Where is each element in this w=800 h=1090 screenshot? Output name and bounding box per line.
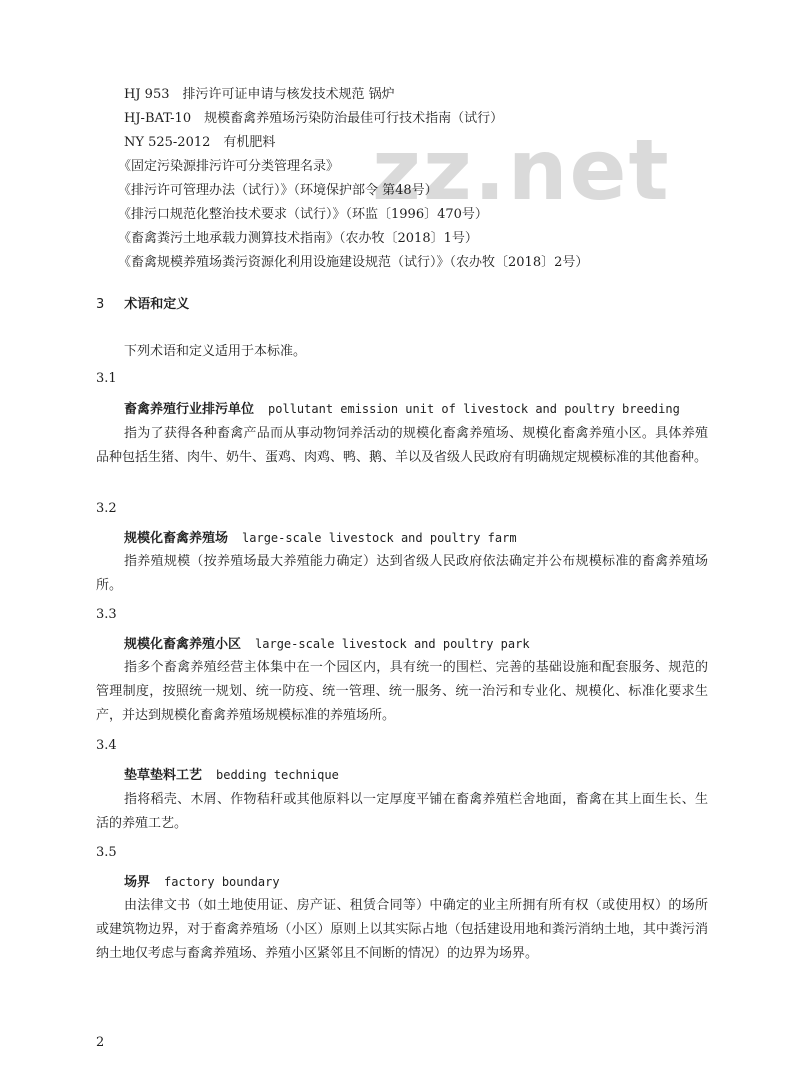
reference-item: 《固定污染源排污许可分类管理名录》: [118, 159, 340, 174]
term-chinese: 规模化畜禽养殖小区: [124, 637, 242, 652]
term-number: 3.1: [96, 371, 117, 386]
reference-item: 《畜禽规模养殖场粪污资源化利用设施建设规范（试行）》（农办牧〔2018〕2号）: [118, 255, 589, 270]
section-intro: 下列术语和定义适用于本标准。: [124, 344, 307, 359]
term-english: bedding technique: [216, 768, 339, 782]
page-number: 2: [96, 1035, 105, 1050]
term-number: 3.5: [96, 845, 117, 860]
term-english: factory boundary: [164, 875, 280, 889]
term-heading: [124, 400, 680, 419]
term-number: 3.2: [96, 501, 117, 516]
reference-item: HJ-BAT-10 规模畜禽养殖场污染防治最佳可行技术指南（试行）: [124, 111, 504, 126]
term-chinese: 规模化畜禽养殖场: [124, 531, 229, 546]
term-heading: [124, 766, 339, 785]
reference-item: NY 525-2012 有机肥料: [124, 135, 276, 150]
term-english: pollutant emission unit of livestock and poultry breeding: [268, 402, 680, 416]
term-definition: 指将稻壳、木屑、作物秸秆或其他原料以一定厚度平铺在畜禽养殖栏舍地面，畜禽在其上面生长、生活的养殖工艺。: [96, 792, 708, 831]
term-number: 3.4: [96, 738, 117, 753]
term-heading: [124, 529, 517, 548]
term-english: large-scale livestock and poultry park: [255, 637, 530, 651]
reference-item: HJ 953 排污许可证申请与核发技术规范 锅炉: [124, 87, 395, 102]
reference-item: 《畜禽粪污土地承载力测算技术指南》（农办牧〔2018〕1号）: [118, 231, 478, 246]
term-heading: [124, 635, 530, 654]
term-definition: 由法律文书（如土地使用证、房产证、租赁合同等）中确定的业主所拥有所有权（或使用权）的场所或建筑物边界，对于畜禽养殖场（小区）原则上以其实际占地（包括建设用地和粪污消纳土地，其中粪污消纳土地仅考虑与畜禽养殖场、养殖小区紧邻且不间断的情况）的边界为场界。: [96, 898, 708, 961]
term-heading: [124, 873, 280, 892]
section-number: 3: [96, 297, 105, 312]
reference-item: 《排污口规范化整治技术要求（试行）》（环监〔1996〕470号）: [118, 207, 488, 222]
watermark-text: zz.net: [372, 121, 671, 219]
term-chinese: 场界: [124, 875, 151, 890]
term-number: 3.3: [96, 607, 117, 622]
reference-item: 《排污许可管理办法（试行）》（环境保护部令 第48号）: [118, 183, 438, 198]
term-chinese: 畜禽养殖行业排污单位: [124, 402, 255, 417]
section-heading: [96, 296, 189, 314]
term-definition: 指为了获得各种畜禽产品而从事动物饲养活动的规模化畜禽养殖场、规模化畜禽养殖小区。具体养殖品种包括生猪、肉牛、奶牛、蛋鸡、肉鸡、鸭、鹅、羊以及省级人民政府有明确规定规模标准的其他畜种。: [96, 426, 708, 465]
term-definition: 指多个畜禽养殖经营主体集中在一个园区内，具有统一的围栏、完善的基础设施和配套服务、规范的管理制度，按照统一规划、统一防疫、统一管理、统一服务、统一治污和专业化、规模化、标准化要求生产，并达到规模化畜禽养殖场规模标准的养殖场所。: [96, 660, 708, 723]
term-definition: 指养殖规模（按养殖场最大养殖能力确定）达到省级人民政府依法确定并公布规模标准的畜禽养殖场所。: [96, 554, 708, 593]
section-title: 术语和定义: [124, 297, 190, 312]
term-english: large-scale livestock and poultry farm: [242, 531, 517, 545]
term-chinese: 垫草垫料工艺: [124, 768, 203, 783]
